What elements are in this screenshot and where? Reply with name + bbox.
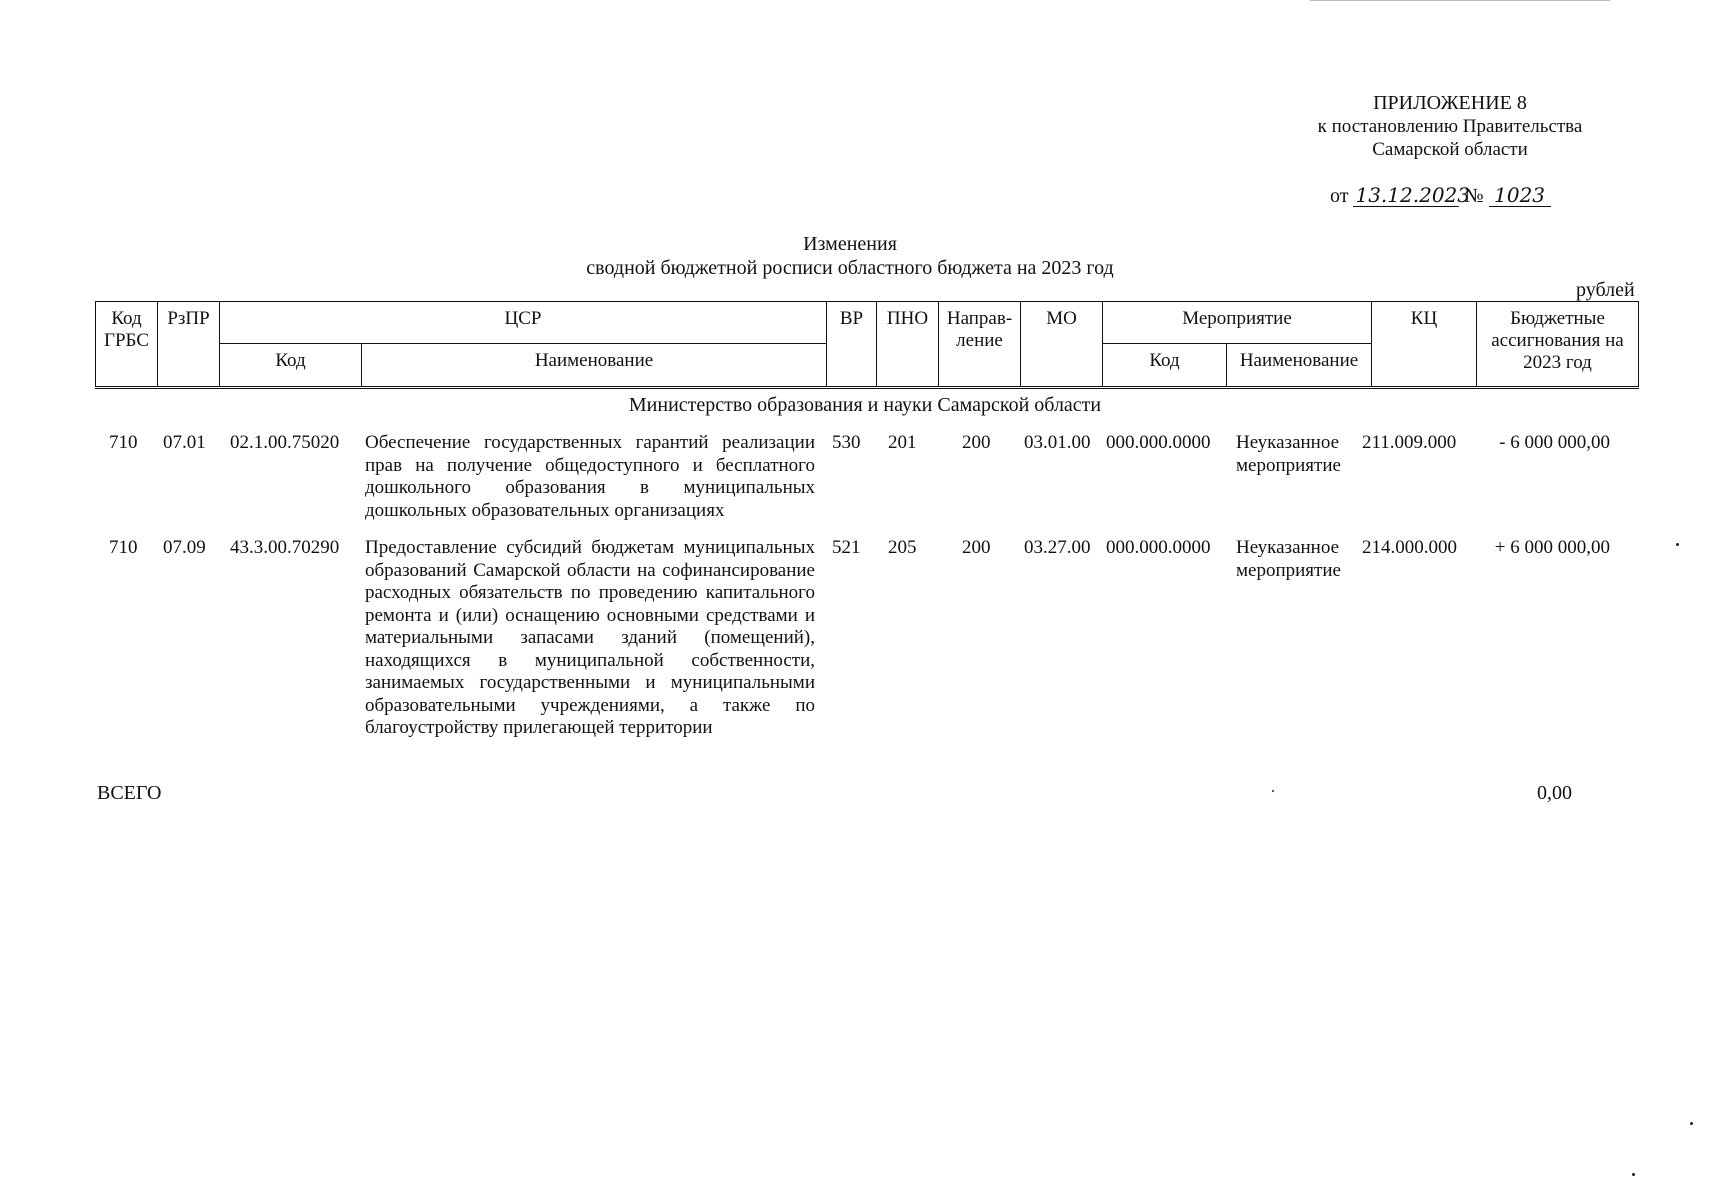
scan-speck bbox=[1272, 790, 1274, 792]
cell-grbs: 710 bbox=[109, 537, 138, 558]
total-value: 0,00 bbox=[1537, 782, 1572, 804]
appendix-region: Самарской области bbox=[1372, 139, 1528, 160]
date-prefix: от bbox=[1330, 185, 1349, 207]
total-label: ВСЕГО bbox=[97, 782, 162, 804]
header-mo: МО bbox=[1021, 302, 1103, 388]
cell-amount: + 6 000 000,00 bbox=[1494, 537, 1610, 558]
cell-direction: 200 bbox=[962, 432, 991, 453]
cell-csr-code: 43.3.00.70290 bbox=[230, 537, 340, 558]
ministry-heading: Министерство образования и науки Самарской области bbox=[628, 394, 1102, 416]
title-line-1: Изменения bbox=[803, 233, 897, 255]
handwritten-date: 13.12.2023 bbox=[1355, 183, 1470, 207]
header-vr: ВР bbox=[827, 302, 877, 388]
header-csr-name: Наименование bbox=[362, 344, 827, 388]
cell-event-name: Неуказанное мероприятие bbox=[1236, 432, 1341, 476]
header-assignments: Бюджетные ассигнования на 2023 год bbox=[1477, 302, 1639, 388]
appendix-header bbox=[1270, 92, 1630, 161]
number-sign: № bbox=[1464, 185, 1484, 207]
header-pno: ПНО bbox=[877, 302, 939, 388]
scan-speck bbox=[1676, 543, 1679, 546]
handwritten-number: 1023 bbox=[1489, 184, 1551, 207]
cell-event-name: Неуказанное мероприятие bbox=[1236, 537, 1341, 581]
scan-speck bbox=[1690, 1122, 1693, 1125]
title-line-2: сводной бюджетной росписи областного бюджета на 2023 год bbox=[586, 257, 1114, 279]
header-direction: Направ-ление bbox=[939, 302, 1021, 388]
header-event: Мероприятие bbox=[1103, 302, 1372, 344]
cell-direction: 200 bbox=[962, 537, 991, 558]
cell-vr: 521 bbox=[832, 537, 861, 558]
header-event-code: Код bbox=[1103, 344, 1227, 388]
header-kc: КЦ bbox=[1372, 302, 1477, 388]
resolution-date-number bbox=[1330, 184, 1551, 208]
cell-grbs: 710 bbox=[109, 432, 138, 453]
cell-rzpr: 07.01 bbox=[163, 432, 206, 453]
scan-edge-line bbox=[1310, 0, 1610, 2]
appendix-number: ПРИЛОЖЕНИЕ 8 bbox=[1373, 92, 1527, 114]
cell-mo: 03.01.00 bbox=[1024, 432, 1091, 453]
header-event-name: Наименование bbox=[1227, 344, 1372, 388]
currency-unit: рублей bbox=[1576, 279, 1635, 301]
cell-mo: 03.27.00 bbox=[1024, 537, 1091, 558]
appendix-reference: к постановлению Правительства bbox=[1317, 116, 1583, 137]
cell-event-code: 000.000.0000 bbox=[1106, 537, 1211, 558]
cell-event-code: 000.000.0000 bbox=[1106, 432, 1211, 453]
cell-csr-name: Обеспечение государственных гарантий реализации прав на получение общедоступного и бесплатного дошкольного образования в муниципальных дошкольных образовательных организациях bbox=[365, 432, 815, 521]
scan-speck bbox=[1632, 1173, 1635, 1176]
cell-pno: 205 bbox=[888, 537, 917, 558]
cell-csr-name: Предоставление субсидий бюджетам муниципальных образований Самарской области на софинансирование расходных обязательств по проведению капитального ремонта и (или) оснащению основными средствами и материальными запасами зданий (помещений), находящихся в муниципальной собственности, занимаемых государственными и муниципальными образовательными учреждениями, а также по благоустройству прилегающей территории bbox=[365, 537, 815, 738]
cell-kc: 214.000.000 bbox=[1362, 537, 1457, 558]
cell-csr-code: 02.1.00.75020 bbox=[230, 432, 340, 453]
document-title bbox=[500, 232, 1200, 280]
cell-rzpr: 07.09 bbox=[163, 537, 206, 558]
header-rzpr: РзПР bbox=[158, 302, 220, 388]
cell-pno: 201 bbox=[888, 432, 917, 453]
budget-table-header bbox=[95, 301, 1639, 389]
cell-kc: 211.009.000 bbox=[1362, 432, 1457, 453]
cell-amount: - 6 000 000,00 bbox=[1499, 432, 1610, 453]
header-csr: ЦСР bbox=[220, 302, 827, 344]
header-csr-code: Код bbox=[220, 344, 362, 388]
header-grbs: Код ГРБС bbox=[96, 302, 158, 388]
cell-vr: 530 bbox=[832, 432, 861, 453]
